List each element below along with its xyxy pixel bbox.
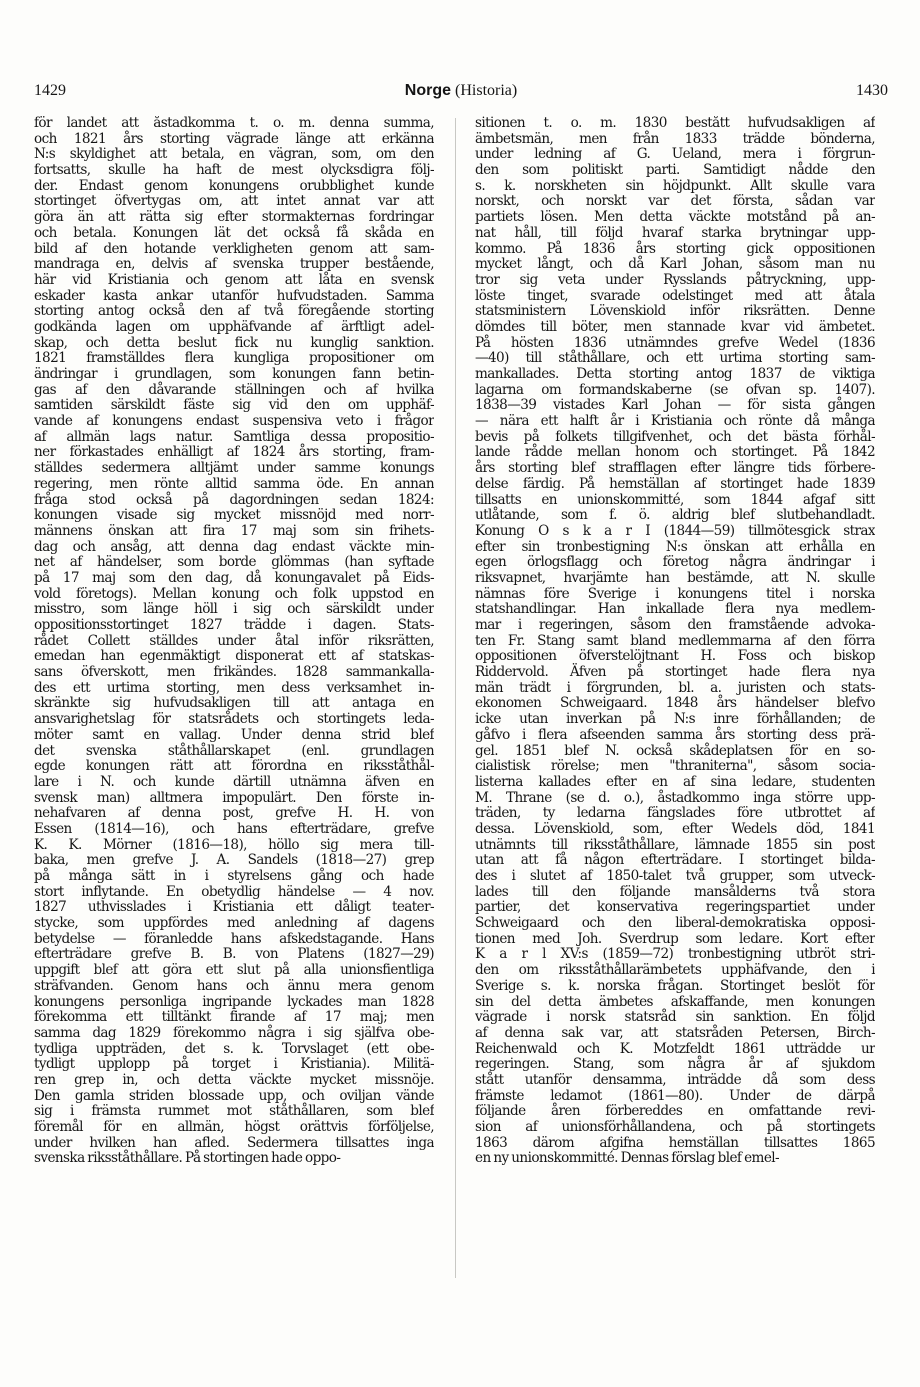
text-line: vande af konungens endast suspensiva veto i frågor [34,413,434,430]
text-line: Konung O s k a r I (1844—59) tillmötesgick strax [475,522,875,539]
text-line: statshandlingar. Han inkallade flera nya medlem- [475,601,875,618]
text-line: Essen (1814—16), och hans efterträdare, grefve [34,820,434,837]
text-line: stortinget öfvertygas om, att intet annat var att [34,193,434,210]
text-line: vägrade i norsk statsråd sin sanktion. En följd [475,1009,875,1026]
text-line: lagarna om formandskaberne (se ofvan sp. 1407). [475,381,875,398]
left-column [34,116,434,1276]
text-line: en ny unionskommitté. Dennas förslag blef emel- [475,1150,779,1167]
right-column [475,116,875,1276]
text-line: riksvapnet, hvarjämte han bestämde, att N. skulle [475,569,875,586]
text-line: tillsatts en unionskommitté, som 1844 afgaf sitt [475,491,875,508]
text-line: sion af unionsförhållandena, och på stortingets [475,1119,875,1135]
text-line: fortsatts, skulle ha haft de mest olycksdigra följ- [34,162,434,179]
text-line: listerna kallades efter en af sina ledare, studenten [475,773,875,790]
text-line: det svenska ståthållarskapet (enl. grundlagen [34,742,434,759]
text-line: På hösten 1836 utnämndes grefve Wedel (1836 [475,334,875,351]
text-line: samma dag 1829 förekommo några i sig själfva obe- [34,1024,434,1041]
text-line: statsministern Lövenskiold inför riksrätten. Denne [475,303,875,320]
text-line: ansvarighetslag för statsrådets och stortingets leda- [34,711,434,728]
text-line: ten Fr. Stang samt bland medlemmarna af den förra [475,632,875,649]
text-line: 1838—39 vistades Karl Johan — för sista gången [475,397,875,414]
text-line: skränkte sig hufvudsakligen till att antaga en [34,695,434,712]
text-line: sträfvanden. Genom hans och ännu mera genom [34,977,434,994]
text-line: bevis på folkets tillgifvenhet, och det bästa förhål- [475,428,875,445]
text-line: Sverige s. k. norska frågan. Stortinget beslöt för [475,977,875,994]
text-line: sans öfverskott, men frikändes. 1828 sammankalla- [34,664,434,681]
text-line: föremål för en allmän, högst orättvis förföljelse, [34,1119,434,1135]
text-line: af denna sak var, att statsråden Petersen, Birch- [475,1024,875,1041]
text-line: oppositionsstortinget 1827 trädde i dagen. Stats- [34,617,434,633]
text-line: stått utanför densamma, inträdde då som dess [475,1071,875,1088]
text-line: ren grep in, och detta väckte mycket missnöje. [34,1071,434,1088]
text-line: delse färdig. På hemställan af stortinget hade 1839 [475,475,875,492]
text-line: emedan han egenmäktigt disponerat ett af statskas- [34,648,434,665]
text-line: baka, men grefve J. A. Sandels (1818—27) grep [34,852,434,869]
running-title [34,82,888,100]
text-line: sitionen t. o. m. 1830 bestått hufvudsakligen af [475,116,875,131]
running-title-rest: (Historia) [451,82,518,99]
text-line: efterträdare grefve B. B. von Platens (1827—29) [34,946,434,963]
text-line: vold företogs). Mellan konung och folk uppstod en [34,585,434,602]
text-line: under hvilken han afled. Sedermera tillsattes inga [34,1134,434,1151]
text-line: svenska riksståthållare. På stortingen hade oppo- [34,1150,341,1167]
page-number-left: 1429 [34,82,66,99]
text-line: ställdes sedermera alltjämt under samme konungs [34,460,434,477]
text-line: mandraga en, delvis af svenska trupper bestående, [34,256,434,273]
text-line: göra än att rätta sig efter stormakternas fordringar [34,209,434,226]
text-line: lare i N. och kunde därtill utnämna äfven en [34,773,434,790]
text-line: sig i främsta rummet mot ståthållaren, som blef [34,1103,434,1120]
text-line: utnämnts till riksståthållare, lämnade 1855 sin post [475,836,875,853]
text-line: —40) till ståthållare, och ett urtima storting sam- [475,350,875,367]
text-line: 1821 framställdes flera kungliga propositioner om [34,350,434,367]
text-line: följande åren förbereddes en omfattande revi- [475,1103,875,1120]
text-line: den som politiskt parti. Samtidigt nådde den [475,162,875,179]
text-line: års storting blef strafflagen efter längre tids förbere- [475,460,875,477]
text-line: tydliga uppträden, det s. k. Torvslaget (ett obe- [34,1040,434,1057]
text-line: Reichenwald och K. Motzfeldt 1861 utträdde ur [475,1040,875,1057]
text-line: stort inflytande. En obetydlig händelse — 4 nov. [34,883,434,900]
page-header [34,82,888,104]
text-line: rådet Collett ställdes under åtal inför riksrätten, [34,632,434,649]
text-line: uppgift blef att göra ett slut på alla unionsfientliga [34,962,434,979]
text-line: der. Endast genom konungens orubblighet kunde [34,177,434,194]
text-line: män trädt i förgrunden, bl. a. juristen och stats- [475,679,875,696]
text-line: ner förkastades enhälligt af 1824 års storting, fram- [34,444,434,461]
text-line: gåfvo i flera afseenden samma års storting dess prä- [475,726,875,743]
text-line: och 1821 års storting vägrade länge att erkänna [34,130,434,147]
text-line: storting antog också den af två föregående storting [34,303,434,320]
text-line: N:s skyldighet att betala, en vägran, som, om den [34,146,434,163]
text-line: på 17 maj som den dag, då konungavalet på Eids- [34,569,434,586]
text-line: partiets lösen. Men detta väckte motstånd på an- [475,209,875,226]
text-line: samtiden särskildt fäste sig vid den om upphäf- [34,397,434,414]
text-line: bild af den hotande verkligheten genom att sam- [34,240,434,257]
text-line: nämnas före Sverige i konungens titel i norska [475,585,875,602]
text-line: K a r l XV:s (1859—72) tronbestigning utbröt stri- [475,946,875,963]
text-line: Schweigaard och den liberal-demokratiska opposi- [475,915,875,932]
text-line: ekonomen Schweigaard. 1848 års händelser blefvo [475,695,875,712]
text-line: tydligt upplopp på torget i Kristiania). Militä- [34,1056,434,1073]
text-line: mankallades. Detta storting antog 1837 de viktiga [475,366,875,382]
text-line: misstro, som länge höll i sig och särskildt under [34,601,434,618]
text-line: gas af den dåvarande ställningen och af hvilka [34,381,434,398]
running-title-bold: Norge [404,82,452,99]
text-line: gel. 1851 blef N. också skådeplatsen för en so- [475,742,875,759]
text-line: sin del detta ämbetes afskaffande, men konungen [475,993,875,1010]
text-line: des i slutet af 1850-talet två grupper, som utveck- [475,868,875,884]
text-line: des ett urtima storting, men dess verksamhet in- [34,679,434,696]
text-line: skap, och detta beslut fick nu kunglig sanktion. [34,334,434,351]
text-line: tionen med Joh. Sverdrup som ledare. Kort efter [475,930,875,947]
text-line: net af händelser, som borde glömmas (han syftade [34,554,434,571]
text-line: dag och ansåg, att denna dag endast väckte min- [34,538,434,555]
text-line: betydelse — föranledde hans afskedstagande. Hans [34,930,434,947]
text-line: egen örlogsflagg och företog några ändringar i [475,554,875,571]
text-line: träden, ty ledarna fängslades före utbrottet af [475,805,875,822]
text-line: ämbetsmän, men från 1833 trädde bönderna, [475,130,875,147]
text-line: M. Thrane (se d. o.), åstadkommo inga större upp- [475,789,875,806]
text-line: godkända lagen om upphäfvande af ärftligt adel- [34,318,434,335]
text-line: svensk man) alltmera impopulärt. Den förste in- [34,789,434,806]
text-line: utan att få någon efterträdare. I stortinget bilda- [475,852,875,869]
text-line: dömdes till böter, men stannade kvar vid ämbetet. [475,318,875,335]
text-line: tror sig veta under Rysslands påtryckning, upp- [475,271,875,288]
text-line: efter sin tronbestigning N:s önskan att erhålla en [475,538,875,555]
text-line: mar i regeringen, såsom den framstående advoka- [475,617,875,633]
text-line: på många sätt in i styrelsens gång och hade [34,868,434,884]
text-line: för landet att åstadkomma t. o. m. denna summa, [34,116,434,131]
text-line: regeringen. Stang, som några år af sjukdom [475,1056,875,1073]
text-line: den om riksståthållarämbetets upphäfvande, den i [475,962,875,979]
text-line: förekomma ett tilltänkt firande af 17 maj; men [34,1009,434,1026]
page-number-right: 1430 [856,82,888,99]
text-line: partier, det konservativa regeringspartiet under [475,899,875,916]
text-line: dessa. Lövenskiold, som, efter Wedels död, 1841 [475,820,875,837]
column-divider [455,118,456,1278]
text-line: icke utan inverkan på N:s inre förhållanden; de [475,711,875,728]
text-line: fråga stod också på dagordningen sedan 1824: [34,491,434,508]
text-line: nehafvaren af denna post, grefve H. H. von [34,805,434,822]
text-line: K. K. Mörner (1816—18), höllo sig mera till- [34,836,434,853]
text-line: oppositionen öfverstelöjtnant H. Foss och biskop [475,648,875,665]
text-line: stycke, som uppfördes med anledning af dagens [34,915,434,932]
text-line: löste tinget, svarade odelstinget med att åtala [475,287,875,304]
text-line: Riddervold. Äfven på stortinget hade flera nya [475,664,875,681]
text-line: eskader kasta ankar utanför hufvudstaden. Samma [34,287,434,304]
text-line: mycket långt, och då Karl Johan, såsom man nu [475,256,875,273]
text-line: — nära ett halft år i Kristiania och rönte då många [475,413,875,430]
text-line: här vid Kristiania och genom att låta en svensk [34,271,434,288]
text-line: ändringar i grundlagen, som konungen fann betin- [34,366,434,382]
text-line: Den gamla striden blossade upp, och oviljan vände [34,1087,434,1104]
text-line: lades till den följande mansålderns två stora [475,883,875,900]
text-line: af allmän lags natur. Samtliga dessa propositio- [34,428,434,445]
text-line: konungen visade sig mycket missnöjd med norr- [34,507,434,524]
text-line: nat håll, till följd hvaraf starka brytningar upp- [475,224,875,241]
text-line: cialistisk rörelse; men "thraniterna", såsom socia- [475,758,875,775]
text-line: lande rådde mellan honom och stortinget. På 1842 [475,444,875,461]
text-line: 1863 därom afgifna hemställan tillsattes 1865 [475,1134,875,1151]
text-line: s. k. norskheten sin höjdpunkt. Allt skulle vara [475,177,875,194]
text-line: möter samt en vallag. Under denna strid blef [34,726,434,743]
text-line: regering, men rönte alltid samma öde. En annan [34,475,434,492]
text-line: konungens personliga ingripande lyckades man 1828 [34,993,434,1010]
text-line: främste ledamot (1861—80). Under de därpå [475,1087,875,1104]
text-line: och betala. Konungen lät det också få skåda en [34,224,434,241]
text-line: under ledning af G. Ueland, mera i förgrun- [475,146,875,163]
text-line: kommo. På 1836 års storting gick oppositionen [475,240,875,257]
text-line: norskt, och norskt var det första, sådan var [475,193,875,210]
text-line: männens önskan att fira 17 maj som sin frihets- [34,522,434,539]
text-line: egde konungen rätt att förordna en riksståthål- [34,758,434,775]
text-line: 1827 uthvisslades i Kristiania ett dåligt teater- [34,899,434,916]
text-line: utlåtande, som f. ö. aldrig blef slutbehandladt. [475,507,875,524]
